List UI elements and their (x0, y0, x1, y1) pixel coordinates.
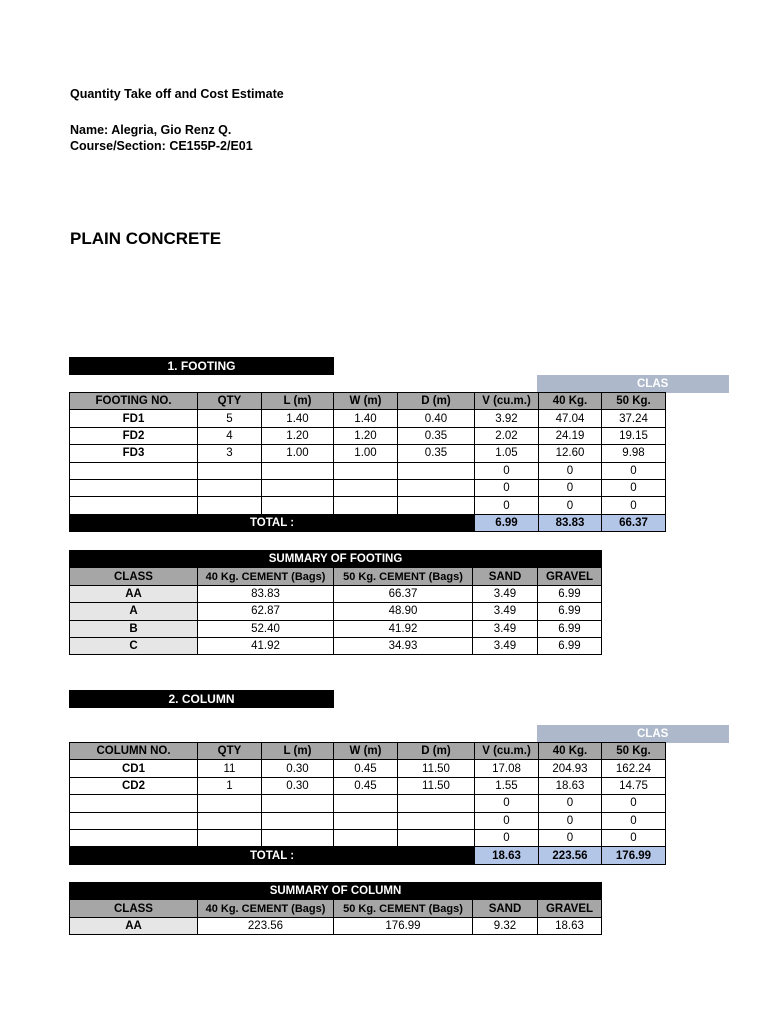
class-cell: AA (70, 917, 198, 934)
table-cell: 1.05 (475, 445, 539, 462)
table-row (70, 603, 602, 620)
table-cell: 19.15 (602, 427, 666, 444)
table-cell (398, 829, 475, 846)
total-40kg: 83.83 (539, 514, 602, 531)
table-cell: 48.90 (334, 603, 473, 620)
table-cell: 0.45 (334, 777, 398, 794)
table-cell: 0 (602, 829, 666, 846)
table-row (70, 497, 666, 514)
summary-col-header: GRAVEL (538, 568, 602, 585)
table-cell (262, 829, 334, 846)
total-volume: 6.99 (475, 514, 539, 531)
table-cell: 0 (539, 497, 602, 514)
table-cell: 0.35 (398, 427, 475, 444)
table-row (70, 479, 666, 496)
column-table-header-row (70, 743, 666, 760)
summary-header-row (70, 568, 602, 585)
table-cell (262, 497, 334, 514)
column-col-header: D (m) (398, 743, 475, 760)
footing-summary-table (69, 550, 602, 655)
table-cell (398, 462, 475, 479)
table-cell: 0.45 (334, 760, 398, 777)
table-row (70, 777, 666, 794)
table-row (70, 637, 602, 654)
table-cell: 1.40 (262, 410, 334, 427)
table-cell: 9.32 (473, 917, 538, 934)
document-title: Quantity Take off and Cost Estimate (70, 87, 284, 101)
table-cell: 1.00 (262, 445, 334, 462)
column-table (69, 742, 666, 865)
table-cell: 6.99 (538, 603, 602, 620)
table-cell: 0 (475, 479, 539, 496)
table-cell (198, 829, 262, 846)
column-col-header: COLUMN NO. (70, 743, 198, 760)
table-cell (398, 795, 475, 812)
table-cell: 52.40 (198, 620, 334, 637)
table-cell (334, 462, 398, 479)
table-cell: 41.92 (334, 620, 473, 637)
table-cell: 24.19 (539, 427, 602, 444)
page-title: PLAIN CONCRETE (70, 229, 222, 248)
footing-id-cell: FD3 (70, 445, 198, 462)
footing-col-header: FOOTING NO. (70, 393, 198, 410)
column-total-row (70, 847, 666, 864)
table-cell (334, 497, 398, 514)
table-row (70, 427, 666, 444)
table-cell (262, 479, 334, 496)
table-cell (334, 479, 398, 496)
table-cell: 0 (602, 812, 666, 829)
table-cell (398, 812, 475, 829)
table-cell: 0 (475, 497, 539, 514)
table-cell (198, 812, 262, 829)
class-cell: A (70, 603, 198, 620)
table-cell: 0.35 (398, 445, 475, 462)
column-col-header: 40 Kg. (539, 743, 602, 760)
column-section-header: 2. COLUMN (69, 690, 334, 708)
summary-col-header: GRAVEL (538, 900, 602, 917)
summary-title-row (70, 551, 602, 568)
table-cell: 0 (602, 795, 666, 812)
table-cell: 204.93 (539, 760, 602, 777)
total-label: TOTAL : (70, 514, 475, 531)
table-cell: 2.02 (475, 427, 539, 444)
table-cell (198, 479, 262, 496)
table-cell: 0 (475, 795, 539, 812)
table-cell: 18.63 (538, 917, 602, 934)
footing-total-row (70, 514, 666, 531)
table-cell (70, 497, 198, 514)
table-cell (334, 812, 398, 829)
table-cell: 3.49 (473, 620, 538, 637)
footing-col-header: 50 Kg. (602, 393, 666, 410)
table-cell (198, 497, 262, 514)
table-row (70, 620, 602, 637)
column-col-header: W (m) (334, 743, 398, 760)
column-id-cell: CD1 (70, 760, 198, 777)
table-cell (398, 479, 475, 496)
table-cell: 9.98 (602, 445, 666, 462)
table-row (70, 829, 666, 846)
class-cell: B (70, 620, 198, 637)
footing-section-header: 1. FOOTING (69, 357, 334, 375)
table-cell: 0 (475, 462, 539, 479)
footing-class-header: CLAS (537, 375, 729, 393)
table-cell: 0.30 (262, 760, 334, 777)
summary-col-header: 50 Kg. CEMENT (Bags) (334, 568, 473, 585)
table-cell: 1 (198, 777, 262, 794)
table-cell: 162.24 (602, 760, 666, 777)
table-cell: 66.37 (334, 585, 473, 602)
column-summary-table (69, 882, 602, 935)
summary-col-header: 40 Kg. CEMENT (Bags) (198, 568, 334, 585)
table-cell: 3.49 (473, 637, 538, 654)
column-col-header: L (m) (262, 743, 334, 760)
summary-col-header: SAND (473, 900, 538, 917)
table-cell: 0.30 (262, 777, 334, 794)
table-cell: 62.87 (198, 603, 334, 620)
table-cell: 0 (539, 462, 602, 479)
table-cell: 3.49 (473, 585, 538, 602)
column-col-header: QTY (198, 743, 262, 760)
summary-header-row (70, 900, 602, 917)
table-cell (70, 462, 198, 479)
table-cell: 37.24 (602, 410, 666, 427)
table-cell (334, 829, 398, 846)
table-row (70, 462, 666, 479)
summary-col-header: CLASS (70, 568, 198, 585)
class-cell: AA (70, 585, 198, 602)
table-cell (198, 795, 262, 812)
table-cell: 12.60 (539, 445, 602, 462)
footing-col-header: V (cu.m.) (475, 393, 539, 410)
summary-title: SUMMARY OF COLUMN (70, 883, 602, 900)
footing-col-header: W (m) (334, 393, 398, 410)
table-cell: 1.20 (334, 427, 398, 444)
course-section: Course/Section: CE155P-2/E01 (70, 139, 253, 153)
total-label: TOTAL : (70, 847, 475, 864)
table-cell (70, 795, 198, 812)
table-cell: 1.55 (475, 777, 539, 794)
column-col-header: 50 Kg. (602, 743, 666, 760)
footing-table-header-row (70, 393, 666, 410)
table-row (70, 445, 666, 462)
table-cell: 6.99 (538, 637, 602, 654)
table-cell: 11.50 (398, 760, 475, 777)
total-40kg: 223.56 (539, 847, 602, 864)
summary-title: SUMMARY OF FOOTING (70, 551, 602, 568)
table-cell: 3 (198, 445, 262, 462)
table-cell: 17.08 (475, 760, 539, 777)
table-cell: 1.40 (334, 410, 398, 427)
table-cell: 3.92 (475, 410, 539, 427)
table-cell: 34.93 (334, 637, 473, 654)
column-class-header: CLAS (537, 725, 729, 743)
table-cell (262, 795, 334, 812)
column-col-header: V (cu.m.) (475, 743, 539, 760)
table-cell: 0 (602, 497, 666, 514)
table-cell: 6.99 (538, 585, 602, 602)
table-row (70, 410, 666, 427)
footing-id-cell: FD1 (70, 410, 198, 427)
summary-col-header: 40 Kg. CEMENT (Bags) (198, 900, 334, 917)
footing-col-header: L (m) (262, 393, 334, 410)
total-50kg: 176.99 (602, 847, 666, 864)
table-row (70, 812, 666, 829)
table-cell (70, 479, 198, 496)
table-cell (198, 462, 262, 479)
summary-col-header: CLASS (70, 900, 198, 917)
summary-col-header: 50 Kg. CEMENT (Bags) (334, 900, 473, 917)
table-cell: 0 (539, 795, 602, 812)
table-cell (70, 812, 198, 829)
table-cell: 4 (198, 427, 262, 444)
total-50kg: 66.37 (602, 514, 666, 531)
total-volume: 18.63 (475, 847, 539, 864)
table-cell: 83.83 (198, 585, 334, 602)
table-cell: 18.63 (539, 777, 602, 794)
summary-title-row (70, 883, 602, 900)
column-id-cell: CD2 (70, 777, 198, 794)
table-cell: 176.99 (334, 917, 473, 934)
table-cell: 0 (602, 462, 666, 479)
table-cell (398, 497, 475, 514)
table-cell: 47.04 (539, 410, 602, 427)
table-cell: 0 (539, 812, 602, 829)
table-cell: 0 (539, 479, 602, 496)
footing-col-header: 40 Kg. (539, 393, 602, 410)
table-cell (262, 462, 334, 479)
footing-col-header: D (m) (398, 393, 475, 410)
table-cell: 0 (475, 812, 539, 829)
table-row (70, 585, 602, 602)
class-cell: C (70, 637, 198, 654)
table-cell: 14.75 (602, 777, 666, 794)
student-name: Name: Alegria, Gio Renz Q. (70, 123, 232, 137)
table-cell: 0 (602, 479, 666, 496)
table-cell: 223.56 (198, 917, 334, 934)
footing-id-cell: FD2 (70, 427, 198, 444)
table-cell (70, 829, 198, 846)
table-cell: 5 (198, 410, 262, 427)
table-cell: 41.92 (198, 637, 334, 654)
table-cell: 3.49 (473, 603, 538, 620)
table-cell: 6.99 (538, 620, 602, 637)
table-cell: 1.20 (262, 427, 334, 444)
table-cell: 0 (475, 829, 539, 846)
footing-col-header: QTY (198, 393, 262, 410)
table-cell (334, 795, 398, 812)
table-row (70, 795, 666, 812)
summary-col-header: SAND (473, 568, 538, 585)
table-cell: 11.50 (398, 777, 475, 794)
table-cell: 1.00 (334, 445, 398, 462)
table-cell (262, 812, 334, 829)
table-cell: 0.40 (398, 410, 475, 427)
table-cell: 0 (539, 829, 602, 846)
table-row (70, 917, 602, 934)
footing-table (69, 392, 666, 532)
table-cell: 11 (198, 760, 262, 777)
table-row (70, 760, 666, 777)
